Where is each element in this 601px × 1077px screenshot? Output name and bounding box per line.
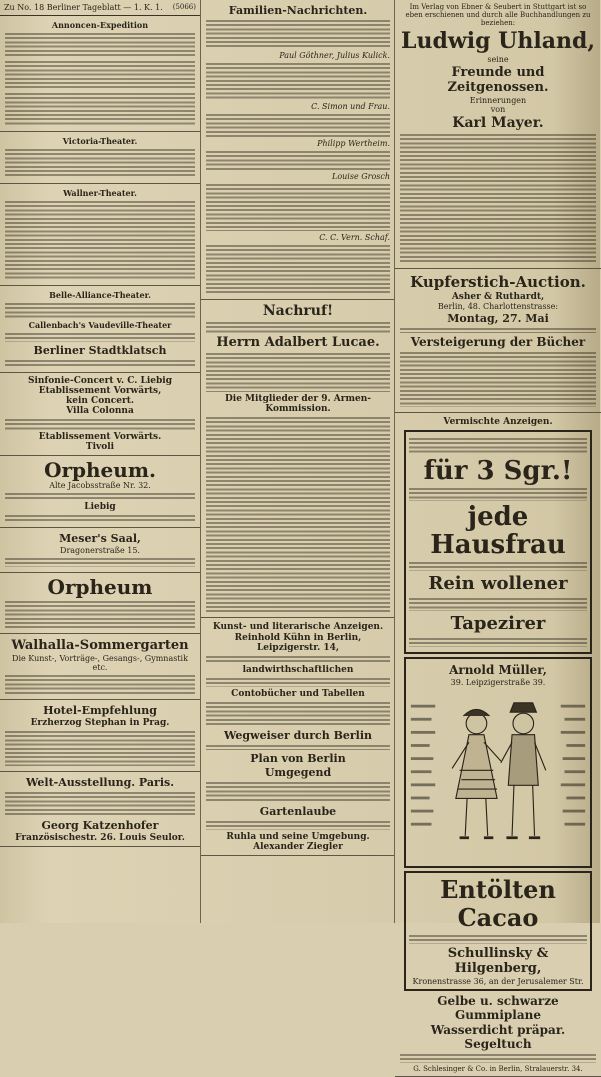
herrn-name: Herrn Adalbert Lucae. <box>216 335 380 350</box>
meser-ad <box>0 528 200 573</box>
ziegler-name: Alexander Ziegler <box>253 842 343 852</box>
erinnerungen-text: Erinnerungen <box>469 96 527 105</box>
umgegend-title: Umgegend <box>264 766 332 779</box>
arnold-address: 39. Leipzigerstraße 39. <box>450 678 546 687</box>
plan-title: Plan von Berlin <box>250 752 346 765</box>
franz-address: Französischestr. 26. Louis Seulor. <box>15 833 185 843</box>
rein-title: Rein wollener <box>428 573 568 594</box>
orpheum-title: Orpheum. <box>44 458 156 482</box>
gelbe-title: Gelbe u. schwarze Gummiplane <box>437 994 559 1022</box>
page-header <box>0 0 200 16</box>
landwirth-title: landwirthschaftlichen <box>242 665 354 675</box>
theater-listing <box>0 184 200 286</box>
orpheum-address: Alte Jacobsstraße Nr. 32. <box>49 481 151 490</box>
tivoli-title: Tivoli <box>85 442 115 452</box>
freunde-title: Freunde und Zeitgenossen. <box>447 65 549 95</box>
theater-listing <box>0 132 200 184</box>
kunst-title: Kunst- und literarische Anzeigen. <box>212 622 384 632</box>
uhland-ad <box>395 0 601 269</box>
header-page-number: (5066) <box>172 3 196 11</box>
hotel-name: Erzherzog Stephan in Prag. <box>30 718 170 728</box>
orpheum-ad <box>0 456 200 528</box>
arnold-mueller-ad <box>404 657 592 868</box>
asher-address: Berlin, 48. Charlottenstrasse: <box>437 302 559 311</box>
column-left <box>0 0 200 923</box>
wasser-title: Wasserdicht präpar. Segeltuch <box>430 1023 566 1051</box>
kupferstich-ad <box>395 269 601 413</box>
hausfrau-title: jede Hausfrau <box>430 502 566 560</box>
seine-text: seine <box>487 55 509 64</box>
section-title: Callenbach's Vaudeville-Theater <box>28 320 172 330</box>
uhland-title: Ludwig Uhland, <box>400 28 595 54</box>
kronen-address: Kronenstrasse 36, an der Jerusalemer Str. <box>412 977 584 986</box>
asher-name: Asher & Ruthardt, <box>451 292 545 302</box>
signature: Philipp Wertheim. <box>317 139 390 148</box>
theater-listing <box>0 16 200 132</box>
vermischte-title: Vermischte Anzeigen. <box>443 417 553 427</box>
cacao-ad <box>404 871 592 991</box>
section-title: Annoncen-Expedition <box>51 20 149 30</box>
section-title: Wallner-Theater. <box>63 188 137 198</box>
signature: Louise Grosch <box>332 172 390 181</box>
column-middle <box>200 0 395 923</box>
section-title: Belle-Alliance-Theater. <box>49 290 151 300</box>
publisher-intro: Im Verlag von Ebner & Seubert in Stuttgart ist so eben erschienen und durch alle Buchhandlungen zu beziehen: <box>405 3 591 27</box>
hotel-title: Hotel-Empfehlung <box>43 704 157 717</box>
orpheum-title-2: Orpheum <box>47 575 153 599</box>
walhalla-title: Walhalla-Sommergarten <box>11 638 189 653</box>
versteigerung-title: Versteigerung der Bücher <box>410 335 586 349</box>
etablissement-title-2: Etablissement Vorwärts. <box>38 432 162 442</box>
kein-concert: kein Concert. <box>65 396 134 406</box>
reinhold-name: Reinhold Kühn in Berlin, Leipzigerstr. 14, <box>234 633 362 653</box>
welt-title: Welt-Ausstellung. Paris. <box>25 776 175 789</box>
section-title: Victoria-Theater. <box>62 136 138 146</box>
mayer-name: Karl Mayer. <box>452 115 544 131</box>
hotel-ad <box>0 700 200 772</box>
nachruf-section <box>201 300 395 618</box>
concert-listing <box>0 373 200 456</box>
tapezirer-title: Tapezirer <box>450 613 546 634</box>
montag-date: Montag, 27. Mai <box>447 312 549 325</box>
kupfer-title: Kupferstich-Auction. <box>410 273 586 291</box>
liebig-name: Liebig <box>84 502 116 512</box>
vermischte-section <box>395 413 601 1077</box>
header-title: Zu No. 18 Berliner Tageblatt — 1. K. 1. <box>4 3 163 12</box>
meser-title: Meser's Saal, <box>59 532 141 545</box>
column-right <box>394 0 601 1073</box>
welt-ad <box>0 772 200 847</box>
children-illustration <box>409 690 587 860</box>
orpheum-ad-2 <box>0 573 200 634</box>
fuer3-title: für 3 Sgr.! <box>423 456 573 486</box>
walhalla-ad <box>0 634 200 700</box>
von-text: von <box>490 105 506 114</box>
arnold-title: Arnold Müller, <box>449 663 547 677</box>
ruhla-title: Ruhla und seine Umgebung. <box>226 832 370 842</box>
signature: C. C. Vern. Schaf. <box>319 233 390 242</box>
children-engraving-icon <box>409 690 587 860</box>
meser-address: Dragonerstraße 15. <box>60 546 140 555</box>
gartenlaube-title: Gartenlaube <box>259 805 337 818</box>
etablissement-title: Etablissement Vorwärts, <box>38 386 162 396</box>
mitglieder-sig: Die Mitglieder der 9. Armen-Kommission. <box>224 394 372 414</box>
signature: C. Simon und Frau. <box>311 102 390 111</box>
wegweiser-title: Wegweiser durch Berlin <box>223 729 373 742</box>
kunst-section <box>201 618 395 856</box>
stadtklatsch-title: Berliner Stadtklatsch <box>33 344 167 357</box>
walhalla-subtitle: Die Kunst-, Vorträge-, Gesangs-, Gymnastik etc. <box>12 654 188 672</box>
familien-section <box>201 0 395 300</box>
contobucher-title: Contobücher und Tabellen <box>231 689 365 699</box>
theater-listing <box>0 286 200 373</box>
villa-colonna: Villa Colonna <box>66 406 134 416</box>
hausfrau-ad <box>404 430 592 654</box>
georg-title: Georg Katzenhofer <box>41 819 159 832</box>
schluss-text: G. Schlesinger & Co. in Berlin, Stralauerstr. 34. <box>413 1065 583 1073</box>
sinfonie-title: Sinfonie-Concert v. C. Liebig <box>27 376 173 386</box>
signature: Paul Göthner, Julius Kulick. <box>279 51 390 60</box>
entoelten-title: Entölten Cacao <box>440 875 556 932</box>
nachruf-title: Nachruf! <box>262 303 334 319</box>
schulinsky-name: Schullinsky & Hilgenberg, <box>447 946 549 976</box>
familien-title: Familien-Nachrichten. <box>228 4 368 17</box>
